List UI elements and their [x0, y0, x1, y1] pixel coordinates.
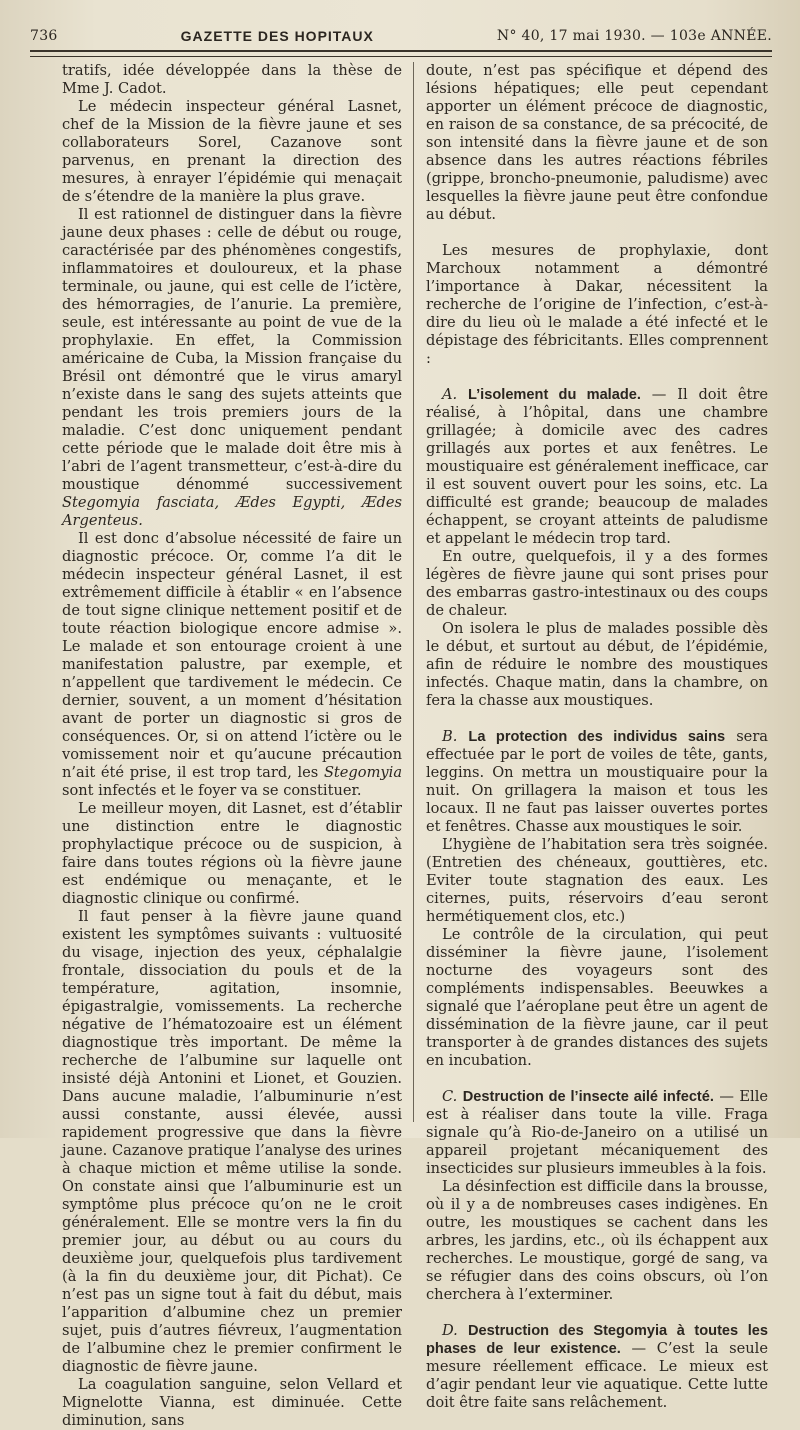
right-column	[426, 62, 768, 1412]
paragraph-text: sera effectuée par le port de voiles de tête, gants, leggins. On mettra un moustiquaire pour la nuit. On grillagera la maison et tous les locaux. Il ne faut pas laisser ouvertes portes et fenêtres. Chasse aux moustiques le soir.	[426, 728, 768, 835]
paragraph-text: — Elle est à réaliser dans toute la ville. Fraga signale qu’à Rio-de-Janeiro on a utilisé un appareil projetant mécaniquement des insecticides sur plusieurs immeubles à la fois.	[426, 1088, 769, 1177]
paragraph: Le contrôle de la circulation, qui peut disséminer la fièvre jaune, l’isolement nocturne des voyageurs sont des compléments indispensables. Beeuwkes a signalé que l’aéroplane peut être un agent de dissémination de la fièvre jaune, car il peut transporter à de grandes distances des sujets en incubation.	[426, 926, 768, 1069]
paragraph: Le médecin inspecteur général Lasnet, chef de la Mission de la fièvre jaune et ses collaborateurs Sorel, Cazanove sont parvenus, en prenant la direction des mesures, à enrayer l’épidémie qui menaçait de s’étendre de la manière la plus grave.	[62, 98, 402, 205]
paragraph: On isolera le plus de malades possible dès le début, et surtout au début, de l’épidémie, afin de réduire le nombre des moustiques infectés. Chaque matin, dans la chambre, on fera la chasse aux moustiques.	[426, 620, 768, 709]
section-d	[426, 1322, 768, 1412]
journal-title: GAZETTE DES HOPITAUX	[180, 28, 374, 44]
column-divider	[413, 62, 414, 1122]
section-letter: D.	[442, 1322, 458, 1339]
paragraph: Il faut penser à la fièvre jaune quand existent les symptômes suivants : vultuosité du visage, injection des yeux, céphalalgie frontale, dissociation du pouls et de la température, agitation, insomnie, épigastralgie, vomissements. La recherche négative de l’hématozoaire est un élément diagnostique très important. De même la recherche de l’albumine sur laquelle ont insisté déjà Antonini et Lionet, et Gouzien. Dans aucune maladie, l’albuminurie n’est aussi constante, aussi élevée, aussi rapidement progressive que dans la fièvre jaune. Cazanove pratique l’analyse des urines à chaque miction et même utilise la sonde. On constate ainsi que l’albuminurie est un symptôme plus précoce qu’on ne le croit généralement. Elle se montre vers la fin du premier jour, au début ou au cours du deuxième jour, quelquefois plus tardivement (à la fin du deuxième jour, dit Pichat). Ce n’est pas un signe tout à fait du début, mais l’apparition d’albumine chez un premier sujet, puis d’autres fiévreux, l’augmentation de l’albumine chez le premier confirment le diagnostic de fièvre jaune.	[62, 908, 402, 1375]
paragraph-text: sont infectés et le foyer va se constituer.	[62, 782, 362, 799]
section-letter: C.	[442, 1088, 458, 1105]
paragraph-text: — C’est la seule mesure réellement efficace. Le mieux est d’agir pendant leur vie aquatique. Cette lutte doit être faite sans relâchement.	[426, 1340, 768, 1411]
species-names: Stegomyia fasciata, Ædes Egypti, Ædes Argenteus.	[62, 494, 402, 529]
section-heading: L’isolement du malade.	[468, 387, 641, 403]
paragraph: tratifs, idée développée dans la thèse de Mme J. Cadot.	[62, 62, 402, 97]
paragraph: La coagulation sanguine, selon Vellard et Mignelotte Vianna, est diminuée. Cette diminution, sans	[62, 1376, 402, 1429]
section-heading: Destruction de l’insecte ailé infecté.	[462, 1089, 714, 1105]
running-header	[30, 18, 772, 44]
header-rule-thin	[30, 56, 772, 57]
section-b	[426, 728, 768, 836]
paragraph: L’hygiène de l’habitation sera très soignée. (Entretien des chéneaux, gouttières, etc. Eviter toute stagnation des eaux. Les citernes, puits, réservoirs d’eau seront hermétiquement clos, etc.)	[426, 836, 768, 925]
paragraph: Les mesures de prophylaxie, dont Marchoux notamment a démontré l’importance à Dakar, nécessitent la recherche de l’origine de l’infection, c’est-à-dire du lieu où le malade a été infecté et le dépistage des fébricitants. Elles comprennent :	[426, 242, 768, 367]
paragraph: Le meilleur moyen, dit Lasnet, est d’établir une distinction entre le diagnostic prophylactique précoce ou de suspicion, à faire dans toutes régions où la fièvre jaune est endémique ou menaçante, et le diagnostic clinique ou confirmé.	[62, 800, 402, 907]
paragraph-text: Il est donc d’absolue nécessité de faire un diagnostic précoce. Or, comme l’a dit le médecin inspecteur général Lasnet, il est extrêmement difficile à établir « en l’absence de tout signe clinique nettement positif et de toute réaction biologique encore admise ». Le malade et son entourage croient à une manifestation palustre, par exemple, et n’appellent que tardivement le médecin. Ce dernier, souvent, a un moment d’hésitation avant de porter un diagnostic si gros de conséquences. Or, si on attend l’ictère ou le vomissement noir et qu’aucune précaution n’ait été prise, il est trop tard, les	[62, 530, 402, 781]
section-c	[426, 1088, 768, 1178]
section-heading: Destruction des Stegomyia à toutes les phases de leur existence.	[426, 1323, 769, 1357]
section-a	[426, 386, 768, 548]
paragraph	[62, 206, 402, 530]
paragraph: En outre, quelquefois, il y a des formes légères de fièvre jaune qui sont prises pour des embarras gastro-intestinaux ou des coups de chaleur.	[426, 548, 768, 619]
section-letter: A.	[442, 386, 458, 403]
page-number: 736	[30, 28, 58, 44]
paragraph: doute, n’est pas spécifique et dépend des lésions hépatiques; elle peut cependant apporter un élément précoce de diagnostic, en raison de sa constance, de sa précocité, de son intensité dans la fièvre jaune et de son absence dans les autres réactions fébriles (grippe, broncho-pneumonie, paludisme) avec lesquelles la fièvre jaune peut être confondue au début.	[426, 62, 768, 223]
section-letter: B.	[442, 728, 458, 745]
left-column	[62, 62, 402, 1430]
issue-info: N° 40, 17 mai 1930. — 103e ANNÉE.	[496, 28, 772, 44]
paragraph	[62, 530, 402, 800]
paragraph: La désinfection est difficile dans la brousse, où il y a de nombreuses cases indigènes. En outre, les moustiques se cachent dans les arbres, les jardins, etc., où ils échappent aux recherches. Le moustique, gorgé de sang, va se réfugier dans des coins obscurs, où l’on cherchera à l’exterminer.	[426, 1178, 768, 1303]
header-rule-thick	[30, 50, 772, 52]
genus-name: Stegomyia	[323, 764, 403, 781]
paragraph-text: Il est rationnel de distinguer dans la fièvre jaune deux phases : celle de début ou rouge, caractérisée par des phénomènes congestifs, inflammatoires et douloureux, et la phase terminale, ou jaune, qui est celle de l’ictère, des hémorragies, de l’anurie. La première, seule, est intéressante au point de vue de la prophylaxie. En effet, la Commission américaine de Cuba, la Mission française du Brésil ont démontré que le virus amaryl n’existe dans le sang des sujets atteints que pendant les trois premiers jours de la maladie. C’est donc uniquement pendant cette période que le malade doit être mis à l’abri de l’agent transmetteur, c’est-à-dire du moustique dénommé successivement	[62, 206, 402, 493]
paragraph-text: — Il doit être réalisé, à l’hôpital, dans une chambre grillagée; à domicile avec des cadres grillagés aux portes et aux fenêtres. Le moustiquaire est généralement inefficace, car il est souvent ouvert pour les soins, etc. La difficulté est grande; beaucoup de malades échappent, se croyant atteints de paludisme et appelant le médecin trop tard.	[426, 386, 769, 547]
section-heading: La protection des individus sains	[468, 729, 726, 745]
